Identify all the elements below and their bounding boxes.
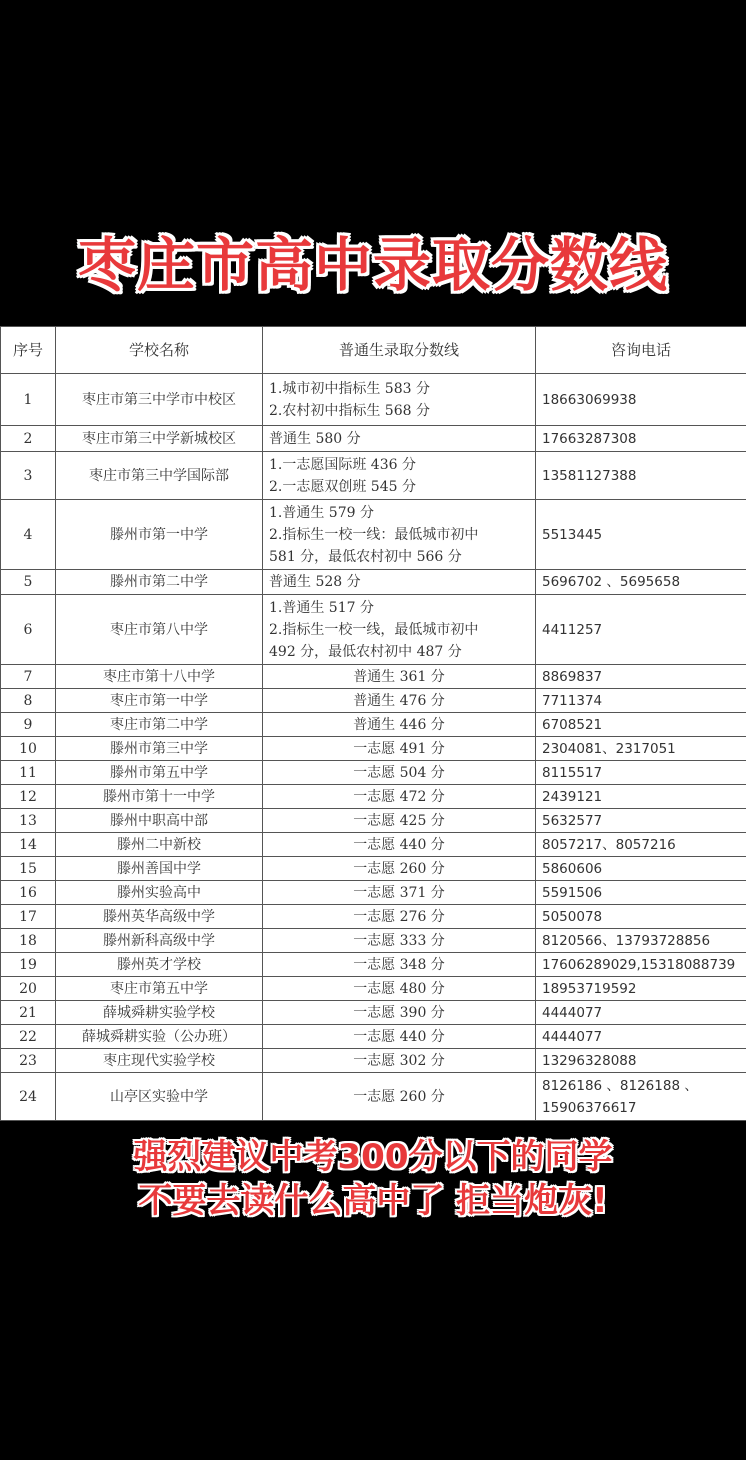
phone-number (536, 500, 746, 570)
school-name: 枣庄市第十八中学 (56, 665, 263, 689)
score-line (263, 452, 536, 500)
score-line (263, 737, 536, 761)
school-name: 枣庄市第三中学市中校区 (56, 374, 263, 426)
phone-number (536, 665, 746, 689)
score-line-text: 普通生 476 分 (353, 692, 445, 709)
school-name: 薛城舜耕实验学校 (56, 1001, 263, 1025)
table-row (1, 1049, 746, 1073)
score-line-text: 一志愿 504 分 (353, 764, 445, 781)
row-index: 7 (1, 665, 56, 689)
score-line-text: 一志愿 390 分 (353, 1004, 445, 1021)
table-row (1, 857, 746, 881)
score-line (263, 426, 536, 452)
score-line-text: 2.指标生一校一线：最低城市初中 (269, 526, 479, 543)
school-name: 滕州新科高级中学 (56, 929, 263, 953)
row-index: 17 (1, 905, 56, 929)
score-line-text: 2.指标生一校一线，最低城市初中 (269, 621, 479, 638)
score-line-text: 普通生 580 分 (269, 430, 361, 447)
row-index: 5 (1, 570, 56, 595)
score-line (263, 500, 536, 570)
header-score-line: 普通生录取分数线 (263, 327, 536, 374)
school-name: 枣庄市第八中学 (56, 595, 263, 665)
phone-text: 5696702 、5695658 (542, 574, 681, 590)
table-row (1, 1025, 746, 1049)
score-line-text: 1.普通生 517 分 (269, 599, 374, 616)
row-index: 13 (1, 809, 56, 833)
phone-text: 8115517 (542, 764, 603, 781)
school-name: 枣庄市第五中学 (56, 977, 263, 1001)
score-line-text: 1.城市初中指标生 583 分 (269, 380, 430, 397)
score-line (263, 595, 536, 665)
row-index: 20 (1, 977, 56, 1001)
table-row (1, 500, 746, 570)
row-index: 19 (1, 953, 56, 977)
score-line-text: 一志愿 333 分 (353, 932, 445, 949)
row-index: 1 (1, 374, 56, 426)
row-index: 11 (1, 761, 56, 785)
score-line (263, 1049, 536, 1073)
school-name: 枣庄市第二中学 (56, 713, 263, 737)
score-line (263, 1073, 536, 1121)
score-line (263, 665, 536, 689)
score-line-text: 2.农村初中指标生 568 分 (269, 402, 430, 419)
score-line-text: 一志愿 348 分 (353, 956, 445, 973)
table-row (1, 570, 746, 595)
table-row (1, 881, 746, 905)
phone-number (536, 809, 746, 833)
score-line-text: 普通生 446 分 (353, 716, 445, 733)
score-line-text: 一志愿 260 分 (353, 860, 445, 877)
row-index: 16 (1, 881, 56, 905)
score-line-text: 一志愿 472 分 (353, 788, 445, 805)
score-line-text: 一志愿 480 分 (353, 980, 445, 997)
row-index: 2 (1, 426, 56, 452)
admission-score-table (0, 326, 746, 1121)
phone-text: 4411257 (542, 621, 603, 638)
score-line (263, 570, 536, 595)
phone-text: 8120566、13793728856 (542, 932, 711, 949)
table-row (1, 1001, 746, 1025)
phone-number (536, 953, 746, 977)
score-line-text: 普通生 361 分 (353, 668, 445, 685)
score-line-text: 一志愿 371 分 (353, 884, 445, 901)
phone-text: 18953719592 (542, 980, 637, 997)
phone-number (536, 881, 746, 905)
row-index: 21 (1, 1001, 56, 1025)
score-line-text: 1.一志愿国际班 436 分 (269, 456, 416, 473)
school-name: 滕州市第五中学 (56, 761, 263, 785)
score-line (263, 833, 536, 857)
phone-number (536, 374, 746, 426)
school-name: 滕州市第二中学 (56, 570, 263, 595)
phone-text: 17663287308 (542, 430, 637, 447)
table-row (1, 426, 746, 452)
score-line-text: 一志愿 440 分 (353, 1028, 445, 1045)
score-line (263, 785, 536, 809)
school-name: 滕州中职高中部 (56, 809, 263, 833)
phone-text: 5632577 (542, 812, 603, 829)
phone-number (536, 1025, 746, 1049)
table-row (1, 665, 746, 689)
school-name: 滕州市第三中学 (56, 737, 263, 761)
phone-text: 15906376617 (542, 1099, 637, 1116)
row-index: 14 (1, 833, 56, 857)
school-name: 滕州善国中学 (56, 857, 263, 881)
row-index: 22 (1, 1025, 56, 1049)
page-title: 枣庄市高中录取分数线 (77, 231, 668, 299)
table-row (1, 689, 746, 713)
table-row (1, 977, 746, 1001)
footer-warning (0, 1135, 746, 1223)
score-line-text: 一志愿 425 分 (353, 812, 445, 829)
score-line-text: 581 分，最低农村初中 566 分 (269, 548, 462, 565)
score-line-text: 2.一志愿双创班 545 分 (269, 478, 416, 495)
phone-text: 2439121 (542, 788, 603, 805)
row-index: 12 (1, 785, 56, 809)
score-line-text: 1.普通生 579 分 (269, 504, 374, 521)
phone-text: 4444077 (542, 1004, 603, 1021)
phone-number (536, 929, 746, 953)
table-row (1, 374, 746, 426)
table-row (1, 595, 746, 665)
table-row (1, 953, 746, 977)
table-row (1, 833, 746, 857)
header-phone: 咨询电话 (536, 327, 746, 374)
score-line-text: 普通生 528 分 (269, 574, 361, 590)
score-line-text: 一志愿 302 分 (353, 1052, 445, 1069)
score-line (263, 809, 536, 833)
phone-text: 17606289029,15318088739 (542, 956, 736, 973)
footer-line-1: 强烈建议中考300分以下的同学 (133, 1137, 613, 1177)
phone-number (536, 1049, 746, 1073)
phone-number (536, 833, 746, 857)
row-index: 3 (1, 452, 56, 500)
school-name: 滕州市第十一中学 (56, 785, 263, 809)
score-line (263, 929, 536, 953)
phone-number (536, 785, 746, 809)
phone-number (536, 426, 746, 452)
score-line-text: 492 分，最低农村初中 487 分 (269, 643, 462, 660)
school-name: 枣庄市第一中学 (56, 689, 263, 713)
school-name: 滕州二中新校 (56, 833, 263, 857)
score-line-text: 一志愿 440 分 (353, 836, 445, 853)
phone-number (536, 737, 746, 761)
score-line (263, 761, 536, 785)
phone-text: 5860606 (542, 860, 603, 877)
row-index: 8 (1, 689, 56, 713)
phone-text: 5513445 (542, 526, 603, 543)
table-row (1, 761, 746, 785)
score-line (263, 689, 536, 713)
phone-text: 5050078 (542, 908, 603, 925)
footer-line-2: 不要去读什么高中了 拒当炮灰! (138, 1181, 608, 1221)
table-header-row (1, 327, 746, 374)
phone-text: 13581127388 (542, 467, 637, 484)
row-index: 10 (1, 737, 56, 761)
table-row (1, 737, 746, 761)
row-index: 23 (1, 1049, 56, 1073)
phone-number (536, 977, 746, 1001)
phone-number (536, 905, 746, 929)
header-index: 序号 (1, 327, 56, 374)
school-name: 滕州英才学校 (56, 953, 263, 977)
score-line (263, 953, 536, 977)
phone-number (536, 1001, 746, 1025)
row-index: 9 (1, 713, 56, 737)
school-name: 滕州英华高级中学 (56, 905, 263, 929)
table-row (1, 713, 746, 737)
phone-text: 18663069938 (542, 391, 637, 408)
score-line-text: 一志愿 276 分 (353, 908, 445, 925)
score-line (263, 713, 536, 737)
school-name: 枣庄市第三中学新城校区 (56, 426, 263, 452)
score-line-text: 一志愿 260 分 (353, 1088, 445, 1105)
row-index: 15 (1, 857, 56, 881)
table-row (1, 809, 746, 833)
score-line (263, 374, 536, 426)
row-index: 18 (1, 929, 56, 953)
table-row (1, 905, 746, 929)
phone-text: 4444077 (542, 1028, 603, 1045)
score-line (263, 1001, 536, 1025)
score-line (263, 905, 536, 929)
phone-number (536, 713, 746, 737)
phone-text: 13296328088 (542, 1052, 637, 1069)
score-line (263, 1025, 536, 1049)
school-name: 山亭区实验中学 (56, 1073, 263, 1121)
table-row (1, 785, 746, 809)
row-index: 4 (1, 500, 56, 570)
table-row (1, 929, 746, 953)
row-index: 6 (1, 595, 56, 665)
phone-number (536, 857, 746, 881)
phone-text: 8126186 、8126188 、 (542, 1077, 698, 1094)
school-name: 薛城舜耕实验（公办班） (56, 1025, 263, 1049)
score-line (263, 977, 536, 1001)
phone-number (536, 595, 746, 665)
phone-number (536, 452, 746, 500)
header-school-name: 学校名称 (56, 327, 263, 374)
table-row (1, 1073, 746, 1121)
school-name: 滕州市第一中学 (56, 500, 263, 570)
school-name: 枣庄现代实验学校 (56, 1049, 263, 1073)
school-name: 枣庄市第三中学国际部 (56, 452, 263, 500)
score-line (263, 881, 536, 905)
phone-number (536, 761, 746, 785)
phone-text: 2304081、2317051 (542, 740, 676, 757)
phone-text: 7711374 (542, 692, 603, 709)
phone-number (536, 689, 746, 713)
phone-text: 8869837 (542, 668, 603, 685)
score-line (263, 857, 536, 881)
table-row (1, 452, 746, 500)
phone-text: 5591506 (542, 884, 603, 901)
phone-text: 8057217、8057216 (542, 836, 676, 853)
row-index: 24 (1, 1073, 56, 1121)
score-line-text: 一志愿 491 分 (353, 740, 445, 757)
phone-text: 6708521 (542, 716, 603, 733)
phone-number (536, 570, 746, 595)
school-name: 滕州实验高中 (56, 881, 263, 905)
phone-number (536, 1073, 746, 1121)
